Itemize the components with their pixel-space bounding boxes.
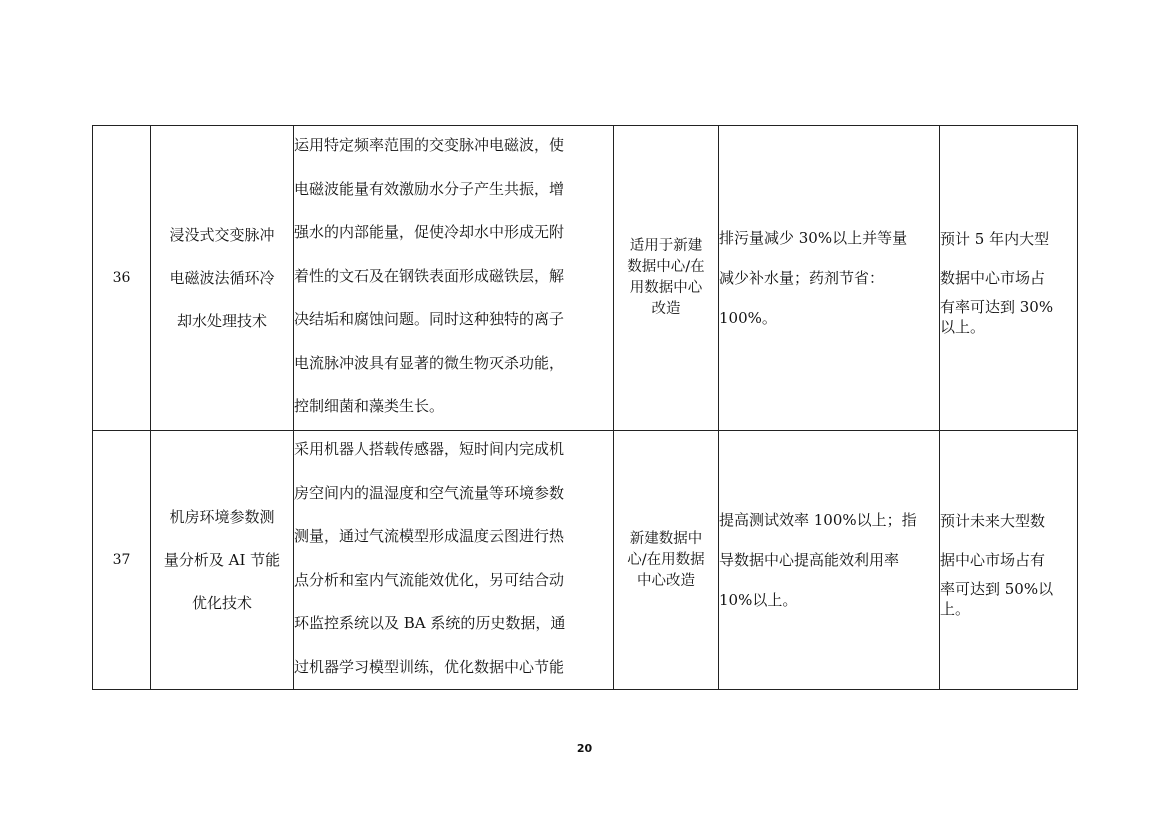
effect-line: 导数据中心提高能效利用率 (719, 550, 900, 569)
description-line: 电流脉冲波具有显著的微生物灭杀功能， (294, 353, 565, 372)
market-line: 以上。 (940, 318, 986, 336)
description-line: 过机器学习模型训练，优化数据中心节能 (294, 657, 565, 676)
technology-table (92, 125, 1078, 690)
market-line: 有率可达到 30% (940, 298, 1054, 316)
scope-line: 用数据中心 (629, 280, 703, 296)
description-line: 控制细菌和藻类生长。 (294, 397, 445, 416)
technology-name (151, 431, 294, 690)
scope-line: 改造 (651, 301, 681, 317)
description-line: 房空间内的温湿度和空气流量等环境参数 (294, 483, 565, 502)
scope-line: 中心改造 (637, 572, 695, 589)
description-line: 点分析和室内气流能效优化，另可结合动 (294, 570, 565, 589)
description-line: 环监控系统以及 BA 系统的历史数据，通 (294, 614, 566, 632)
scope-line: 新建数据中 (629, 530, 703, 547)
market-line: 据中心市场占有 (940, 551, 1046, 569)
description-line: 着性的文石及在钢铁表面形成磁铁层，解 (294, 266, 565, 285)
name-line: 优化技术 (191, 593, 252, 612)
scope-line: 适用于新建 (629, 238, 703, 254)
scope-line: 心/在用数据 (627, 551, 705, 568)
market-line: 预计 5 年内大型 (940, 230, 1050, 248)
market-line: 预计未来大型数 (940, 512, 1046, 530)
table-row (93, 431, 1078, 690)
market-share-forecast (940, 126, 1078, 431)
technology-description (294, 431, 614, 690)
description-line: 强水的内部能量，促使冷却水中形成无附 (294, 223, 565, 242)
market-line: 数据中心市场占 (940, 269, 1046, 287)
description-line: 电磁波能量有效激励水分子产生共振，增 (294, 179, 565, 198)
effect-line: 提高测试效率 100%以上；指 (719, 510, 917, 529)
row-number: 37 (93, 431, 151, 690)
description-line: 运用特定频率范围的交变脉冲电磁波，使 (294, 136, 565, 155)
description-line: 测量，通过气流模型形成温度云图进行热 (294, 527, 565, 545)
market-line: 上。 (940, 600, 971, 618)
application-scope (614, 431, 719, 690)
application-scope (614, 126, 719, 431)
name-line: 浸没式交变脉冲 (169, 225, 275, 244)
name-line: 却水处理技术 (176, 311, 267, 330)
row-number: 36 (93, 126, 151, 431)
market-line: 率可达到 50%以 (940, 580, 1054, 598)
effect-line: 排污量减少 30%以上并等量 (719, 228, 908, 247)
name-line: 电磁波法循环冷 (169, 268, 275, 287)
effect-line: 10%以上。 (719, 590, 798, 609)
description-line: 采用机器人搭载传感器，短时间内完成机 (294, 440, 565, 458)
effect-line: 100%。 (719, 308, 777, 327)
energy-saving-effect (719, 126, 940, 431)
table-row (93, 126, 1078, 431)
technology-name (151, 126, 294, 431)
energy-saving-effect (719, 431, 940, 690)
name-line: 量分析及 AI 节能 (163, 550, 281, 569)
effect-line: 减少补水量；药剂节省： (719, 268, 885, 287)
technology-description (294, 126, 614, 431)
market-share-forecast (940, 431, 1078, 690)
name-line: 机房环境参数测 (169, 507, 275, 526)
description-line: 决结垢和腐蚀问题。同时这种独特的离子 (294, 310, 565, 329)
page-number: 20 (576, 742, 593, 755)
scope-line: 数据中心/在 (627, 259, 705, 275)
